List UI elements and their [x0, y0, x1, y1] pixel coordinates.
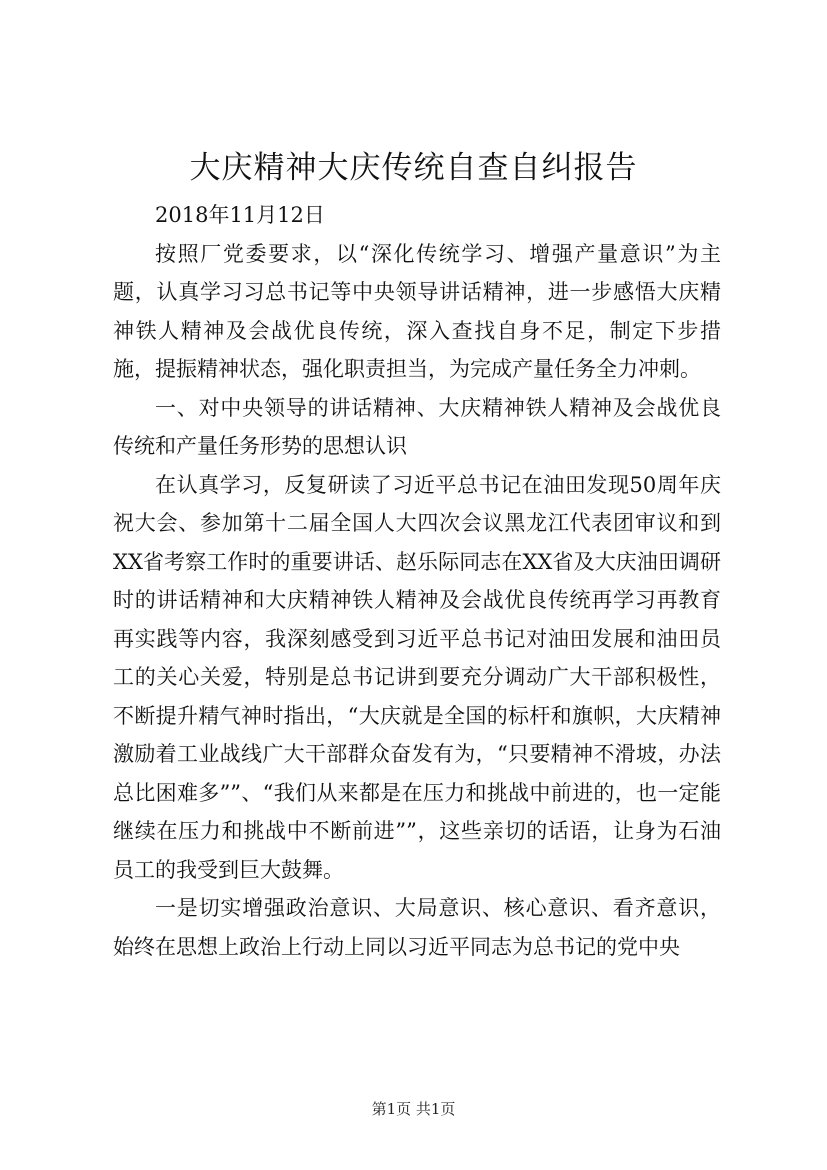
paragraph-intro: 按照厂党委要求，以“深化传统学习、增强产量意识”为主题，认真学习习总书记等中央领导讲话精神，进一步感悟大庆精神铁人精神及会战优良传统，深入查找自身不足，制定下步措施，提振精神状态，强化职责担当，为完成产量任务全力冲刺。	[113, 241, 721, 381]
document-date: 2018年11月12日	[155, 203, 325, 227]
paragraph-study: 在认真学习，反复研读了习近平总书记在油田发现50周年庆祝大会、参加第十二届全国人大四次会议黑龙江代表团审议和到XX省考察工作时的重要讲话、赵乐际同志在XX省及大庆油田调研时的讲话精神和大庆精神铁人精神及会战优良传统再学习再教育再实践等内容，我深刻感受到习近平总书记对油田发展和油田员工的关心关爱，特别是总书记讲到要充分调动广大干部积极性，不断提升精气神时指出，“大庆就是全国的标杆和旗帜，大庆精神激励着工业战线广大干部群众奋发有为，“只要精神不滑坡，办法总比困难多””、“我们从来都是在压力和挑战中前进的，也一定能继续在压力和挑战中不断前进””，这些亲切的话语，让身为石油员工的我受到巨大鼓舞。	[113, 472, 721, 882]
section-heading-1: 一、对中央领导的讲话精神、大庆精神铁人精神及会战优良传统和产量任务形势的思想认识	[113, 395, 721, 458]
page-footer: 第1页 共1页	[371, 1100, 456, 1118]
document-body	[113, 196, 721, 966]
document-title: 大庆精神大庆传统自查自纠报告	[189, 150, 638, 186]
paragraph-point-1: 一是切实增强政治意识、大局意识、核心意识、看齐意识，始终在思想上政治上行动上同以习近平同志为总书记的党中央	[113, 896, 721, 959]
